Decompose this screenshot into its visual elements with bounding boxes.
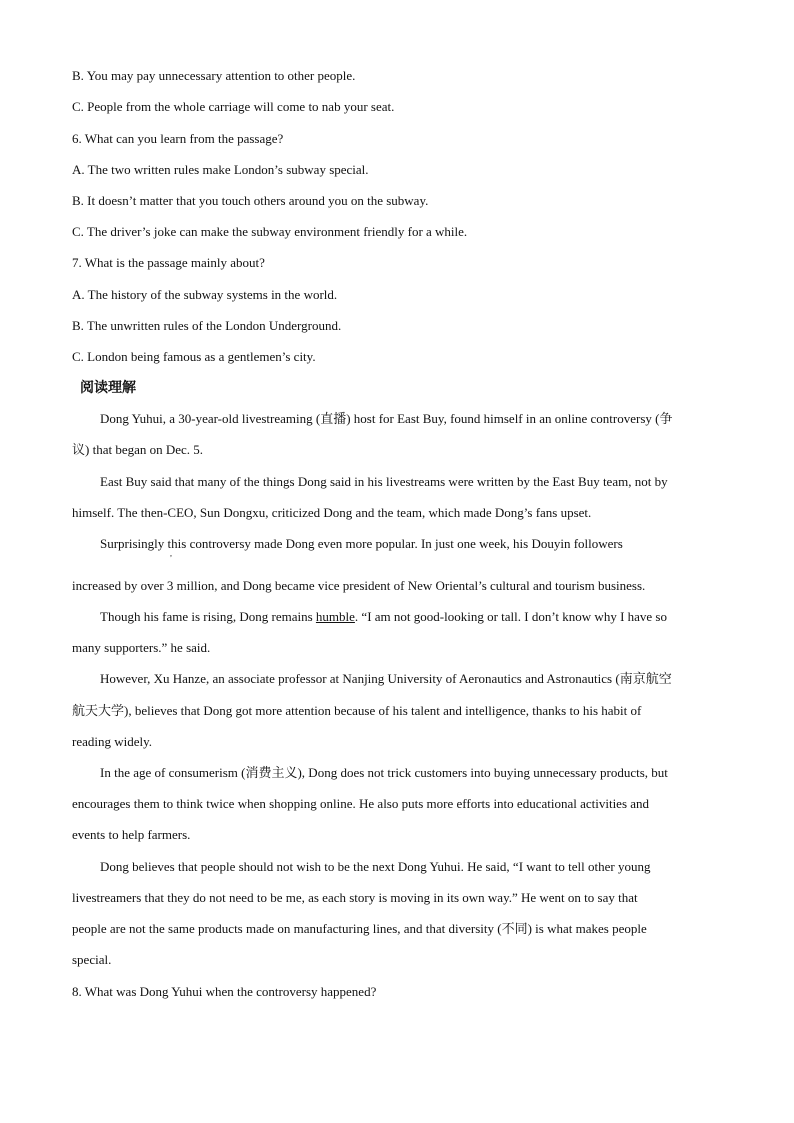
stray-comma-mark: , bbox=[170, 549, 172, 558]
passage-line: However, Xu Hanze, an associate professor at Nanjing University of Aeronautics and Astronautics (南京航空 bbox=[100, 671, 672, 686]
passage-line: events to help farmers. bbox=[72, 827, 191, 842]
underlined-word-humble: humble bbox=[315, 609, 355, 624]
q6-option-c: C. The driver’s joke can make the subway environment friendly for a while. bbox=[72, 224, 468, 239]
passage-line: East Buy said that many of the things Dong said in his livestreams were written by the East Buy team, not by bbox=[100, 474, 668, 489]
passage-line: Dong believes that people should not wish to be the next Dong Yuhui. He said, “I want to tell other young bbox=[100, 859, 651, 874]
passage-line: special. bbox=[72, 952, 112, 967]
passage-line: many supporters.” he said. bbox=[72, 640, 211, 655]
passage-text: . “I am not good-looking or tall. I don’t know why I have so bbox=[354, 609, 667, 624]
q6-option-a: A. The two written rules make London’s subway special. bbox=[72, 162, 369, 177]
q7-option-c: C. London being famous as a gentlemen’s city. bbox=[72, 349, 316, 364]
q5-option-b: B. You may pay unnecessary attention to other people. bbox=[72, 68, 356, 83]
q7-option-a: A. The history of the subway systems in the world. bbox=[72, 287, 338, 302]
q7-question: 7. What is the passage mainly about? bbox=[72, 255, 265, 270]
passage-line bbox=[100, 609, 667, 625]
q6-question: 6. What can you learn from the passage? bbox=[72, 131, 284, 146]
passage-line: Dong Yuhui, a 30-year-old livestreaming (直播) host for East Buy, found himself in an online controversy (争 bbox=[100, 411, 673, 426]
passage-line: increased by over 3 million, and Dong became vice president of New Oriental’s cultural and tourism business. bbox=[72, 578, 646, 593]
q5-option-c: C. People from the whole carriage will come to nab your seat. bbox=[72, 99, 395, 114]
passage-text: Though his fame is rising, Dong remains bbox=[100, 609, 316, 624]
passage-line: reading widely. bbox=[72, 734, 153, 749]
passage-line: Surprisingly this controversy made Dong even more popular. In just one week, his Douyin followers bbox=[100, 536, 623, 551]
q7-option-b: B. The unwritten rules of the London Underground. bbox=[72, 318, 342, 333]
q6-option-b: B. It doesn’t matter that you touch others around you on the subway. bbox=[72, 193, 429, 208]
passage-line: 航天大学), believes that Dong got more attention because of his talent and intelligence, thanks to his habit of bbox=[72, 703, 642, 718]
passage-line: livestreamers that they do not need to be me, as each story is moving in its own way.” He went on to say that bbox=[72, 890, 638, 905]
passage-line: encourages them to think twice when shopping online. He also puts more efforts into educational activities and bbox=[72, 796, 650, 811]
passage-line: In the age of consumerism (消费主义), Dong does not trick customers into buying unnecessary products, but bbox=[100, 765, 668, 780]
q8-question: 8. What was Dong Yuhui when the controversy happened? bbox=[72, 984, 377, 999]
passage-line: 议) that began on Dec. 5. bbox=[72, 442, 204, 457]
passage-line: himself. The then-CEO, Sun Dongxu, criticized Dong and the team, which made Dong’s fans upset. bbox=[72, 505, 592, 520]
section-heading: 阅读理解 bbox=[80, 380, 136, 396]
passage-line: people are not the same products made on manufacturing lines, and that diversity (不同) is what makes people bbox=[72, 921, 647, 936]
